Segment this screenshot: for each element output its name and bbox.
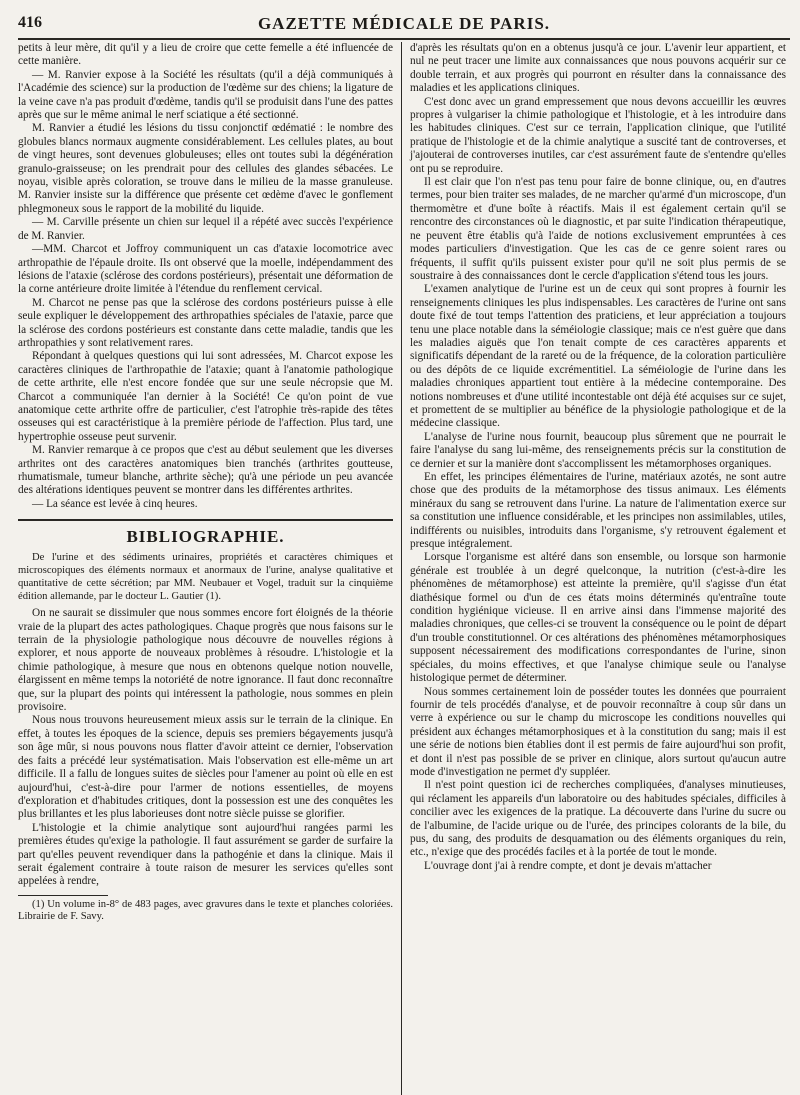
paragraph: — M. Carville présente un chien sur lequel il a répété avec succès l'expérience de M. Ranvier. — [18, 216, 393, 242]
paragraph: — La séance est levée à cinq heures. — [32, 497, 198, 510]
paragraph: En effet, les principes élémentaires de l'urine, matériaux azotés, ne sont autre chose que des produits de la métamorphose des tissus animaux. Les éléments minéraux du sang se retrouvent dans l'urine. La nature de l'alimentation exerce sur sa constitution une influence considérable, et les principes non assimilables, utiles, indifférents ou nuisibles, introduits dans l'organisme, s'y retrouvent également et presque intégralement. — [410, 471, 786, 551]
paragraph: Il est clair que l'on n'est pas tenu pour faire de bonne clinique, ou, en d'autres termes, pour bien traiter ses malades, de ne marcher qu'armé d'un microscope, d'un thermomètre et d'une boîte à réactifs. Mais il est également certain qu'il se rencontre des circonstances où le diagnostic, et par suite l'indication thérapeutique, ne peuvent être établis qu'à l'aide de notions exclusivement empruntées à ces modes particuliers d'investigation. Que les cas de ce genre soient rares ou fréquents, il suffit qu'ils puissent exister pour qu'il ne soit plus permis de se soustraire à des connaissances dont le cercle d'application s'étend tous les jours. — [410, 176, 786, 282]
bibliography-heading: BIBLIOGRAPHIE. — [126, 527, 285, 547]
paragraph: L'histologie et la chimie analytique sont aujourd'hui rangées parmi les premières études qu'exige la pathologie. Il faut assurément se garder de surfaire la part qu'elles peuvent revendiquer dans la pathogénie et dans la clinique. Mais il serait également contraire à toute raison de mesurer les services qu'elles sont appelées à rendre, — [18, 821, 393, 888]
paragraph: M. Ranvier a étudié les lésions du tissu conjonctif œdématié : le nombre des globules blancs normaux augmente considérablement. Les cellules plates, au bout de vingt heures, sont devenues globuleuses; elles ont toutes subi la dégénération granulo-graisseuse; on les prendrait pour des cellules des glandes sébacées. Le noyau, visible après coloration, se trouve dans le milieu de la masse granuleuse. M. Ranvier insiste sur la différence que présente cet œdème d'avec le gonflement phlegmoneux sous le rapport de la mobilité du liquide. — [18, 122, 393, 215]
paragraph: Répondant à quelques questions qui lui sont adressées, M. Charcot expose les caractères cliniques de l'arthropathie de l'ataxie; quant à l'anatomie pathologique de cette arthrite, elle n'est encore fondée que sur une seule nécropsie que M. Charcot a communiquée l'an dernier à la Société! Ce qu'on point de vue anatomique cette arthrite offre de particulier, c'est l'atrophie très-rapide des têtes osseuses qui est caractéristique à la première période de l'affection. Plus tard, une hypertrophie osseuse peut survenir. — [18, 350, 393, 443]
page-number: 416 — [18, 14, 42, 31]
bibliography-entry: De l'urine et des sédiments urinaires, propriétés et caractères chimiques et microscopiques des éléments normaux et anormaux de l'urine, analyse qualitative et quantitative de cette sécrétion; par MM. Neubauer et Vogel, traduit sur la cinquième édition allemande, par le docteur L. Gautier (1). — [18, 552, 393, 603]
paragraph: M. Charcot ne pense pas que la sclérose des cordons postérieurs puisse à elle seule expliquer le développement des arthropathies spéciales de l'ataxie, parce que la sclérose des cordons postérieurs est constante dans cette maladie, tandis que les arthropathies y sont relativement rares. — [18, 296, 393, 349]
paragraph: L'ouvrage dont j'ai à rendre compte, et dont je devais m'attacher — [424, 859, 712, 872]
paragraph: petits à leur mère, dit qu'il y a lieu de croire que cette femelle a été influencée de cette manière. — [18, 42, 393, 68]
page-header — [18, 0, 790, 40]
columns — [18, 42, 790, 1095]
section-divider — [18, 519, 393, 521]
footnote-divider — [18, 895, 108, 896]
paragraph: L'examen analytique de l'urine est un de ceux qui sont propres à fournir les renseignements cliniques les plus indispensables. Les caractères de l'urine ont sans doute fixé de tout temps l'attention des praticiens, et leur appréciation a toujours tenu une place notable dans la séméiologie classique; mais ce n'est guère que dans les maladies aiguës que l'on tenait compte de ces caractères apparents et significatifs dépendant de la rareté ou de la fréquence, de la coloration particulière ou des dépôts de ce liquide excrémentitiel. La séméiologie de l'urine dans les maladies chroniques appartient tout entière à la médecine contemporaine. Des notions nombreuses et d'une utilité incontestable ont déjà été acquises sur ce sujet, et promettent de se multiplier au bénéfice de la physiologie pathologique et de la médecine classique. — [410, 283, 786, 430]
paragraph: L'analyse de l'urine nous fournit, beaucoup plus sûrement que ne pourrait le faire l'analyse du sang lui-même, des renseignements précis sur la constitution de ce dernier et sur la manière dont s'accomplissent les métamorphoses organiques. — [410, 430, 786, 470]
paragraph: M. Ranvier remarque à ce propos que c'est au début seulement que les diverses arthrites ont des caractères anatomiques bien tranchés (arthrites goutteuse, rhumatismale, tumeur blanche, arthrite sèche); qu'à une période un peu avancée des altérations identiques peuvent se montrer dans les différentes arthrites. — [18, 444, 393, 497]
paragraph: Nous sommes certainement loin de posséder toutes les données que pourraient fournir de tels procédés d'analyse, et de pouvoir reconnaître à coup sûr dans un verre à expérience ou sur le champ du microscope les conditions nouvelles qui président aux échanges métamorphosiques et à la constitution du sang; mais il est une série de notions bien établies dont il est permis de faire aujourd'hui son profit, et dont il n'est pas possible de se priver en clinique, alors surtout qu'aucun autre mode d'investigation ne permet d'y suppléer. — [410, 685, 786, 778]
paragraph: — M. Ranvier expose à la Société les résultats (qu'il a déjà communiqués à l'Académie des science) sur la production de l'œdème sur des chiens; la ligature de la veine cave n'a pas produit d'œdème, tandis qu'il se produisit dans l'une des pattes après que sur le même animal le nerf sciatique a été sectionné. — [18, 68, 393, 122]
paragraph: —MM. Charcot et Joffroy communiquent un cas d'ataxie locomotrice avec arthropathie de l'épaule droite. Ils ont observé que la moelle, indépendamment des lésions de l'ataxie (sclérose des cordons postérieurs), présentait une déformation de la corne antérieure droite limitée à l'étendue du renflement cervical. — [18, 243, 393, 296]
paragraph: C'est donc avec un grand empressement que nous devons accueillir les œuvres propres à vulgariser la chimie pathologique et l'histologie, et à les introduire dans les habitudes cliniques. C'est sur ce terrain, l'application clinique, que l'utilité pratique de l'histologie et de la chimie analytique a suscité tant de controverses, et j'ajouterai de controverses inutiles, car c'est assurément faute de s'entendre qu'elles ont pu se reproduire. — [410, 95, 786, 175]
paragraph: On ne saurait se dissimuler que nous sommes encore fort éloignés de la théorie vraie de la plupart des actes pathologiques. Chaque progrès que nous faisons sur le terrain de la physiologie pathologique nous découvre de nouvelles régions à explorer, et nous apporte de nouveaux problèmes à résoudre. L'histologie et la chimie pathologique, à mesure que nous en obtenons quelque notion nouvelle, élargissent en même temps la notoriété de notre ignorance. Il faut donc reconnaître que, sur la plupart des points qui intéressent la pathologie, nous sommes en plein provisoire. — [18, 607, 393, 714]
footnote: (1) Un volume in-8° de 483 pages, avec gravures dans le texte et planches coloriées. Librairie de F. Savy. — [18, 898, 393, 923]
paragraph: Il n'est point question ici de recherches compliquées, d'analyses minutieuses, qui réclament les appareils d'un laboratoire ou des habitudes spéciales, difficiles à concilier avec les exigences de la pratique. La découverte dans l'urine du sucre ou de l'albumine, de l'acide urique ou de l'urée, des principes colorants de la bile, du pus, du sang, des produits de desquamation ou des éléments organiques du rein, etc., n'exige que des procédés faciles et à la portée de tout le monde. — [410, 779, 786, 859]
left-column — [18, 42, 402, 1095]
paragraph: Nous nous trouvons heureusement mieux assis sur le terrain de la clinique. En effet, à toutes les époques de la science, depuis ses premiers bégayements jusqu'à son âge mûr, si nous pouvons nous flatter d'avoir atteint ce dernier, l'observation des faits a précédé leur systématisation. Mais l'observation est elle-même un art difficile. Il a fallu de longues suites de siècles pour l'amener au point où elle en est aujourd'hui, c'est-à-dire pour l'armer de notions essentielles, de moyens d'exploration et d'habitudes critiques, dont la possession est une des conquêtes les plus brillantes et les plus laborieuses dont notre siècle puisse se glorifier. — [18, 714, 393, 821]
journal-title: GAZETTE MÉDICALE DE PARIS. — [257, 14, 551, 33]
paragraph: d'après les résultats qu'on en a obtenus jusqu'à ce jour. L'avenir leur appartient, et nul ne peut tracer une limite aux connaissances que nous pouvons acquérir sur ce double terrain, et aux progrès qui pourront en résulter dans la connaissance des maladies et les applications cliniques. — [410, 42, 786, 95]
paragraph: Lorsque l'organisme est altéré dans son ensemble, ou lorsque son harmonie générale est troublée à un degré quelconque, la nutrition (c'est-à-dire les phénomènes de métamorphose) est atteinte la première, qu'il s'agisse d'un état diathésique formel ou d'un de ces états moins déterminés qu'entraîne toute condition hygiénique vicieuse. Il en arrive ainsi dans l'immense majorité des maladies chroniques, que celles-ci se trouvent la conséquence ou le point de départ d'un trouble constitutionnel. Or ces altérations des phénomènes métamorphosiques supposent nécessairement des modifications correspondantes de l'urine, sinon spéciales, du moins effectives, et que l'analyse chimique seule ou l'analyse histologique permet de déterminer. — [410, 551, 786, 685]
right-column — [402, 42, 786, 1095]
